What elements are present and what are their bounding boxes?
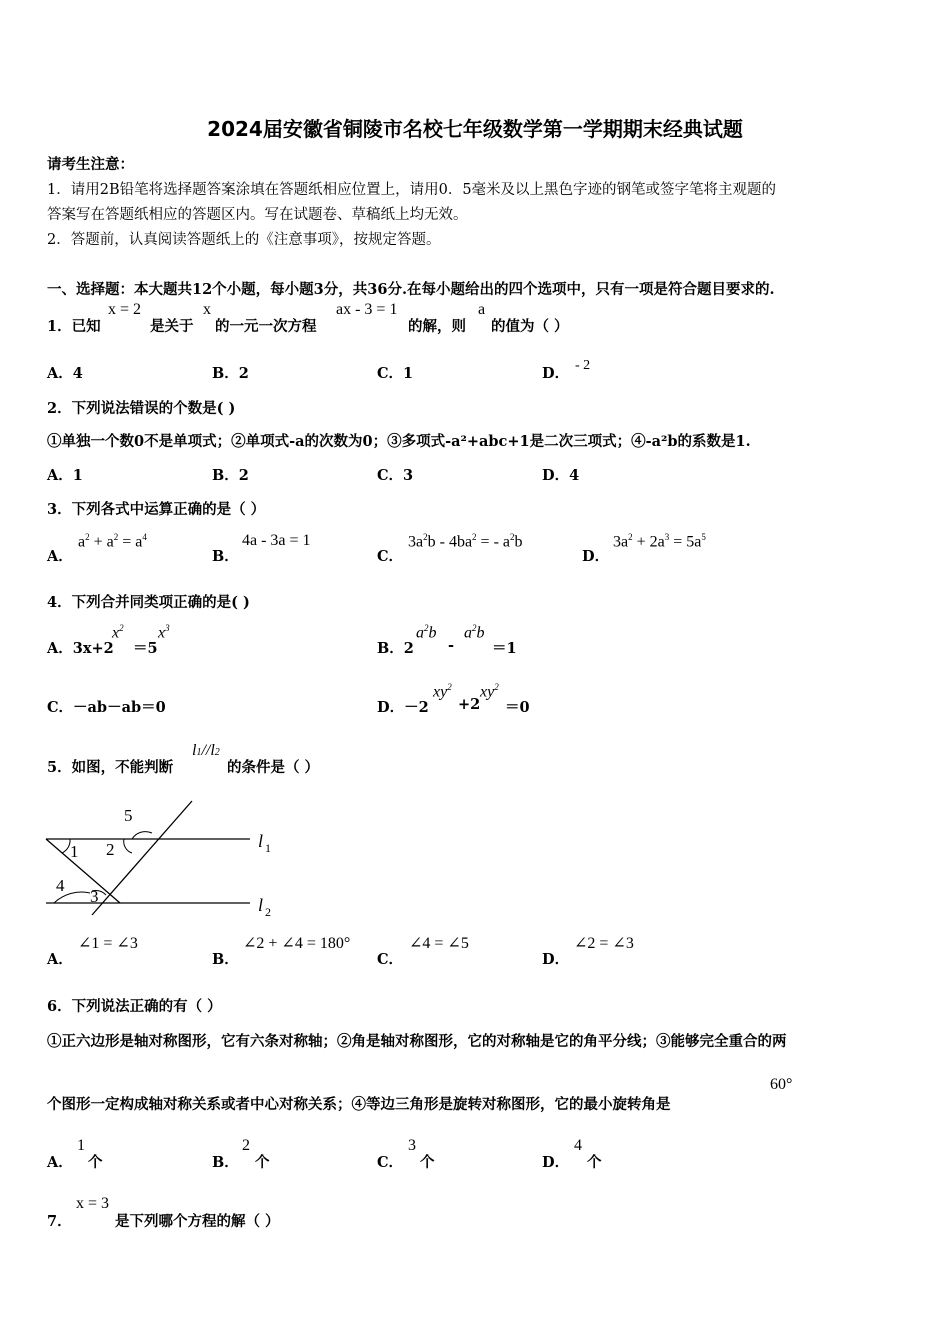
q6-option-b-unit: 个 bbox=[255, 1154, 270, 1171]
q1-math-a: a bbox=[478, 301, 486, 318]
q1-option-c[interactable]: C．1 bbox=[377, 365, 414, 382]
q6-option-c-num: 3 bbox=[408, 1137, 416, 1154]
q3-option-d[interactable]: D． bbox=[582, 548, 610, 565]
q6-option-d[interactable]: D． bbox=[542, 1154, 570, 1171]
q5-option-a-expr: ∠1 = ∠3 bbox=[78, 935, 138, 952]
label-l1-sub: 1 bbox=[265, 841, 271, 855]
label-3: 3 bbox=[90, 887, 99, 906]
label-2: 2 bbox=[106, 840, 115, 859]
q6-option-a-unit: 个 bbox=[88, 1154, 103, 1171]
label-l1: l bbox=[258, 831, 264, 851]
q5-figure bbox=[40, 795, 290, 920]
q4-option-c[interactable]: C．－ab－ab＝0 bbox=[47, 699, 166, 716]
q2-option-b[interactable]: B．2 bbox=[212, 467, 249, 484]
q5-option-a[interactable]: A． bbox=[47, 951, 73, 968]
notice-heading: 请考生注意： bbox=[47, 156, 134, 173]
q5-option-b-expr: ∠2 + ∠4 = 180° bbox=[243, 935, 351, 952]
q1-option-d-value: - 2 bbox=[575, 358, 591, 373]
notice-line-1: 1．请用2B铅笔将选择题答案涂填在答题纸相应位置上，请用0．5毫米及以上黑色字迹的钢笔或签字笔将主观题的 bbox=[47, 182, 777, 198]
q2-stem: 2．下列说法错误的个数是( ) bbox=[47, 400, 236, 417]
q1-math-x2: x = 2 bbox=[108, 301, 142, 318]
q5-parallel-expr: l1//l2 bbox=[192, 742, 220, 759]
q6-line-1: ①正六边形是轴对称图形，它有六条对称轴；②角是轴对称图形，它的对称轴是它的角平分线；③能够完全重合的两 bbox=[47, 1033, 787, 1050]
notice-line-2: 2．答题前，认真阅读答题纸上的《注意事项》，按规定答题。 bbox=[47, 232, 441, 248]
q7-math: x = 3 bbox=[76, 1195, 110, 1212]
q4-option-b-a2b-1: $a^2b$ bbox=[416, 623, 437, 642]
q1-text-2: 是关于 bbox=[150, 318, 194, 335]
q6-stem: 6．下列说法正确的有（ ） bbox=[47, 998, 222, 1015]
q2-option-a[interactable]: A．1 bbox=[47, 467, 83, 484]
q4-option-d-plus: +2 bbox=[458, 696, 481, 713]
q3-option-b-expr: 4a - 3a = 1 bbox=[242, 532, 311, 549]
page-title: 2024届安徽省铜陵市名校七年级数学第一学期期末经典试题 bbox=[207, 117, 743, 141]
q5-option-b[interactable]: B． bbox=[212, 951, 239, 968]
q1-text-1: 1．已知 bbox=[47, 318, 101, 335]
label-l2: l bbox=[258, 895, 264, 915]
q4-option-a-eq: ＝5 bbox=[133, 640, 158, 657]
q1-math-eq: ax - 3 = 1 bbox=[336, 301, 398, 318]
q1-text-4: 的解，则 bbox=[408, 318, 466, 335]
q4-option-d-xy2-1: $xy^2$ bbox=[433, 682, 452, 701]
q5-option-c-expr: ∠4 = ∠5 bbox=[409, 935, 469, 952]
q4-option-d[interactable]: D．－2 bbox=[377, 699, 429, 716]
q3-option-c[interactable]: C． bbox=[377, 548, 404, 565]
q4-option-a-x2: $x^2$ bbox=[112, 623, 124, 642]
q5-text-1: 5．如图，不能判断 bbox=[47, 759, 174, 776]
label-l2-sub: 2 bbox=[265, 905, 271, 919]
q4-option-b-a2b-2: $a^2b$ bbox=[464, 623, 485, 642]
q7-stem: 是下列哪个方程的解（ ） bbox=[115, 1213, 280, 1230]
q6-option-c[interactable]: C． bbox=[377, 1154, 404, 1171]
q4-option-b[interactable]: B．2 bbox=[377, 640, 414, 657]
q6-angle: 60° bbox=[770, 1076, 793, 1093]
label-4: 4 bbox=[56, 876, 65, 895]
q6-option-b-num: 2 bbox=[242, 1137, 250, 1154]
q4-option-b-eq: ＝1 bbox=[492, 640, 517, 657]
q1-math-x: x bbox=[203, 301, 211, 318]
q1-option-a[interactable]: A．4 bbox=[47, 365, 83, 382]
q4-option-a-x3: $x^3$ bbox=[158, 623, 170, 642]
section-heading: 一、选择题：本大题共12个小题，每小题3分，共36分.在每小题给出的四个选项中，只有一项是符合题目要求的. bbox=[47, 281, 775, 298]
q6-option-c-unit: 个 bbox=[420, 1154, 435, 1171]
q5-text-2: 的条件是（ ） bbox=[227, 759, 320, 776]
q4-option-a[interactable]: A．3x+2 bbox=[47, 640, 114, 657]
q4-option-d-eq: ＝0 bbox=[505, 699, 530, 716]
q2-body: ①单独一个数0不是单项式；②单项式-a的次数为0；③多项式-a²+abc+1是二次三项式；④-a²b的系数是1. bbox=[47, 433, 751, 450]
q6-option-b[interactable]: B． bbox=[212, 1154, 239, 1171]
q6-option-d-num: 4 bbox=[574, 1137, 582, 1154]
q6-line-2: 个图形一定构成轴对称关系或者中心对称关系；④等边三角形是旋转对称图形，它的最小旋转角是 bbox=[47, 1096, 671, 1113]
q4-option-d-xy2-2: $xy^2$ bbox=[480, 682, 499, 701]
q4-stem: 4．下列合并同类项正确的是( ) bbox=[47, 594, 250, 611]
q1-option-d[interactable]: D． bbox=[542, 365, 570, 382]
q6-option-a-num: 1 bbox=[77, 1137, 85, 1154]
label-1: 1 bbox=[70, 842, 79, 861]
q3-stem: 3．下列各式中运算正确的是（ ） bbox=[47, 501, 266, 518]
q4-option-b-minus: - bbox=[448, 637, 455, 654]
angle-5-arc bbox=[132, 832, 152, 839]
q3-option-c-expr: $3a^2b - 4ba^2$ = - $a^2b$ bbox=[408, 532, 523, 551]
q6-option-d-unit: 个 bbox=[587, 1154, 602, 1171]
q3-option-d-expr: $3a^2 + 2a^3 = 5a^5$ bbox=[613, 532, 706, 551]
q3-option-a-expr: $a^2 + a^2 = a^4$ bbox=[78, 532, 147, 551]
q2-option-d[interactable]: D．4 bbox=[542, 467, 580, 484]
notice-line-1b: 答案写在答题纸相应的答题区内。写在试题卷、草稿纸上均无效。 bbox=[47, 207, 468, 223]
label-5: 5 bbox=[124, 806, 133, 825]
q1-text-3: 的一元一次方程 bbox=[215, 318, 317, 335]
angle-2-arc bbox=[124, 839, 132, 853]
q3-option-a[interactable]: A． bbox=[47, 548, 73, 565]
q5-option-d-expr: ∠2 = ∠3 bbox=[574, 935, 634, 952]
q7-number: 7． bbox=[47, 1213, 72, 1230]
q3-option-b[interactable]: B． bbox=[212, 548, 239, 565]
q1-text-5: 的值为（ ） bbox=[491, 318, 569, 335]
q5-option-d[interactable]: D． bbox=[542, 951, 570, 968]
q2-option-c[interactable]: C．3 bbox=[377, 467, 414, 484]
angle-1-arc bbox=[62, 839, 70, 853]
q5-option-c[interactable]: C． bbox=[377, 951, 404, 968]
q6-option-a[interactable]: A． bbox=[47, 1154, 73, 1171]
q1-option-b[interactable]: B．2 bbox=[212, 365, 249, 382]
